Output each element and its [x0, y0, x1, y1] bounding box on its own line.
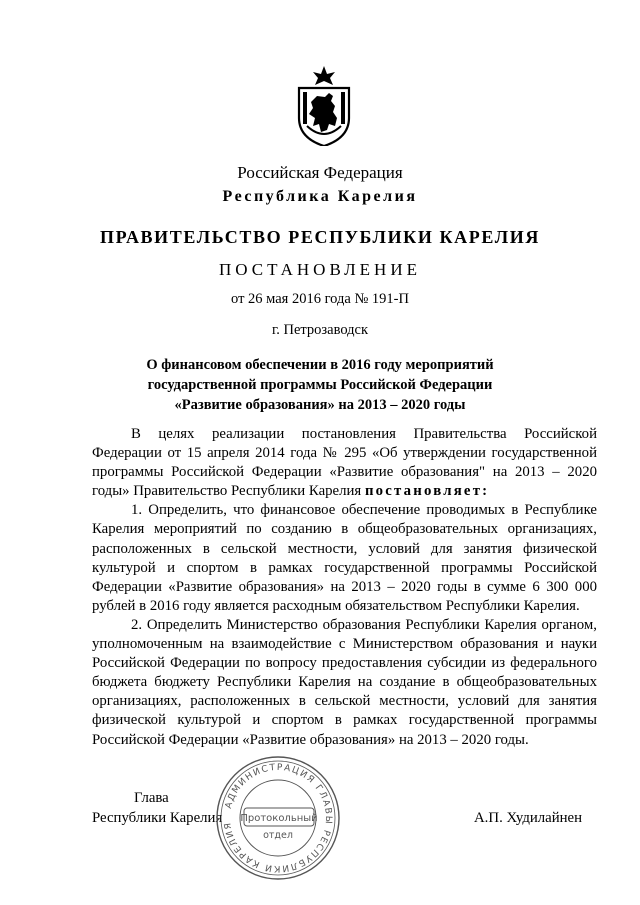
preamble-text: В целях реализации постановления Правительства Российской Федерации от 15 апреля 2014 года № 295 «Об утверждении государственной программы Российской Федерации «Развитие образования" на 2013 – 2020 годы» Правительство Республики Карелия: [92, 426, 597, 500]
republic-name: Республика Карелия: [222, 188, 418, 205]
official-stamp: [214, 754, 342, 882]
paragraph-item-2: 2. Определить Министерство образования Республики Карелия органом, уполномоченным на взаимодействие с Министерством образования и науки Российской Федерации по вопросу предоставления субсидии из федерального бюджета бюджету Республики Карелия на создание в общеобразовательных организациях, расположенных в сельской местности, условий для занятия физической культурой и спортом в рамках государственной программы Российской Федерации «Развитие образования» на 2013 – 2020 годы.: [92, 616, 597, 748]
title-line: «Развитие образования» на 2013 – 2020 годы: [174, 397, 466, 413]
document-city: г. Петрозаводск: [271, 322, 369, 338]
paragraph-item-1: 1. Определить, что финансовое обеспечение проводимых в Республике Карелия мероприятий по созданию в общеобразовательных организациях, расположенных в сельской местности, условий для занятия физической культурой и спортом в рамках государственной программы Российской Федерации «Развитие образования» на 2013 – 2020 годы в сумме 6 300 000 рублей в 2016 году является расходным обязательством Республики Карелия.: [92, 502, 597, 614]
country-name: Российская Федерация: [237, 163, 403, 182]
stamp-ring-text: АДМИНИСТРАЦИЯ ГЛАВЫ РЕСПУБЛИКИ КАРЕЛИЯ: [223, 762, 334, 874]
signatory-org: Республики Карелия: [92, 810, 223, 826]
coat-of-arms-icon: [295, 66, 353, 146]
stamp-center-line2: отдел: [263, 830, 293, 841]
title-line: О финансовом обеспечении в 2016 году мероприятий: [146, 357, 494, 373]
document-type: ПОСТАНОВЛЕНИЕ: [218, 260, 421, 279]
document-title: [0, 355, 640, 415]
title-line: государственной программы Российской Федерации: [147, 377, 493, 393]
signatory-name: А.П. Худилайнен: [474, 810, 583, 826]
paragraph-preamble: [92, 425, 597, 501]
government-heading: ПРАВИТЕЛЬСТВО РЕСПУБЛИКИ КАРЕЛИЯ: [100, 227, 540, 247]
document-body: [92, 425, 597, 750]
stamp-center-line1: Протокольный: [240, 813, 318, 824]
signatory-title: Глава: [134, 790, 169, 806]
document-date-number: от 26 мая 2016 года № 191-П: [231, 291, 409, 307]
decree-word: постановляет:: [364, 483, 490, 500]
